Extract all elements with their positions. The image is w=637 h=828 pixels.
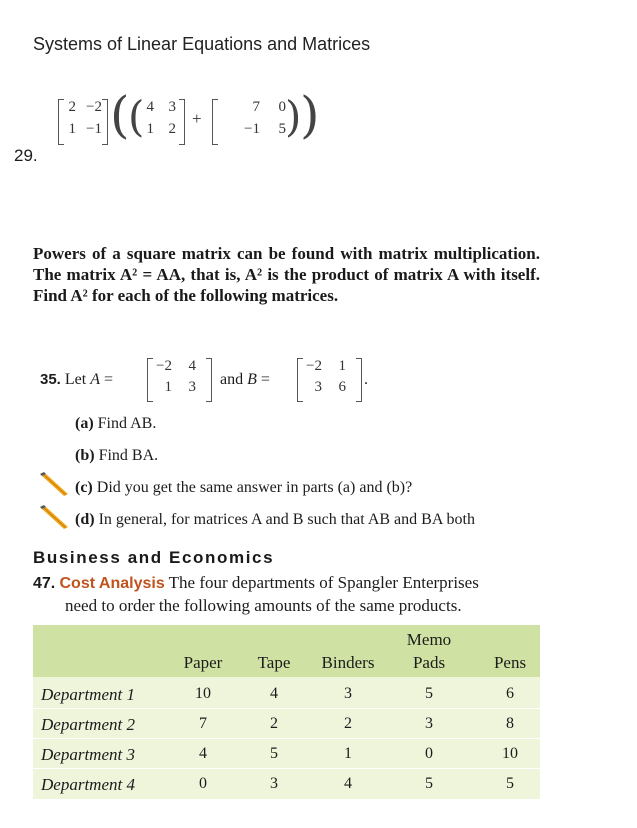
department-name: Department 1 [41, 685, 135, 704]
table-cell: 3 [270, 775, 278, 792]
table-cell: 2 [270, 715, 278, 732]
matrix-cell: 2 [168, 121, 176, 137]
matrix-cell: 4 [188, 358, 196, 374]
matrix-cell: −1 [244, 121, 260, 137]
matrix-a-label: A [90, 371, 100, 388]
problem-35-lead [40, 371, 113, 389]
header-pens: Pens [493, 653, 527, 672]
let-word: Let [64, 371, 87, 388]
table-cell: 6 [506, 685, 514, 702]
matrix-cell: 1 [68, 121, 76, 137]
part-a [75, 415, 156, 433]
part-label: (d) [75, 511, 95, 528]
table-cell: 3 [425, 715, 433, 732]
part-text: Did you get the same answer in parts (a) and (b)? [96, 479, 413, 496]
matrix-cell: −2 [156, 358, 172, 374]
orders-table [33, 625, 540, 799]
section-title: Business and Economics [33, 548, 275, 567]
header-binders: Binders [321, 653, 375, 672]
matrix-cell: −2 [306, 358, 322, 374]
matrix-cell: 3 [188, 379, 196, 395]
paren-right: ) [300, 86, 320, 144]
table-cell: 4 [199, 745, 207, 762]
period: . [364, 371, 368, 388]
header-pads: Pads [412, 653, 446, 672]
table-header [33, 625, 540, 677]
part-b [75, 447, 158, 465]
and-word: and [220, 371, 244, 388]
department-name: Department 2 [41, 715, 135, 734]
table-cell: 5 [425, 775, 433, 792]
part-c [75, 479, 412, 497]
problem-29-number: 29. [14, 146, 38, 165]
matrix-cell: 3 [168, 99, 176, 115]
paren-left-inner: ( [128, 92, 145, 141]
problem-47-number: 47. [33, 575, 56, 592]
part-label: (b) [75, 447, 95, 464]
part-label: (c) [75, 479, 93, 496]
table-cell: 5 [270, 745, 278, 762]
plus-operator: + [192, 109, 202, 128]
matrix-cell: 2 [68, 99, 76, 115]
problem-47-text-line2: need to order the following amounts of the same products. [65, 596, 462, 615]
table-cell: 10 [502, 745, 518, 762]
matrix-cell: 4 [146, 99, 154, 115]
matrix-cell: 1 [338, 358, 346, 374]
problem-47 [33, 572, 553, 617]
equals-sign: = [103, 371, 113, 388]
part-text: Find BA. [98, 447, 159, 464]
matrix-cell: 1 [164, 379, 172, 395]
matrix-cell: −1 [86, 121, 102, 137]
matrix-b-label: B [247, 371, 257, 388]
table-cell: 5 [506, 775, 514, 792]
department-name: Department 4 [41, 775, 135, 794]
problem-47-topic: Cost Analysis [59, 575, 165, 592]
problem-35-number: 35. [40, 371, 61, 388]
header-tape: Tape [257, 653, 291, 672]
pencil-icon [40, 505, 70, 531]
bracket-right [356, 358, 362, 402]
paren-left: ( [110, 86, 130, 144]
table-cell: 2 [344, 715, 352, 732]
page-header: Systems of Linear Equations and Matrices [33, 34, 371, 54]
matrix-cell: 7 [252, 99, 260, 115]
problem-47-text: The four departments of Spangler Enterprises [168, 573, 479, 592]
paren-right-inner: ) [285, 92, 302, 141]
header-memo: Memo [406, 630, 452, 649]
table-cell: 4 [344, 775, 352, 792]
table-cell: 8 [506, 715, 514, 732]
matrix-cell: 6 [338, 379, 346, 395]
header-paper: Paper [183, 653, 223, 672]
and-b-label [220, 371, 270, 389]
bracket-right [206, 358, 212, 402]
powers-paragraph: Powers of a square matrix can be found with matrix multiplication. The matrix A² = AA, that is, A² is the product of matrix A with itself. Find A² for each of the following matrices. [33, 244, 540, 305]
matrix-cell: −2 [86, 99, 102, 115]
table-cell: 10 [195, 685, 211, 702]
problem-47-line1 [33, 572, 553, 595]
matrix-cell: 5 [278, 121, 286, 137]
pencil-icon [40, 472, 70, 498]
department-name: Department 3 [41, 745, 135, 764]
bracket-left [212, 99, 218, 145]
table-cell: 1 [344, 745, 352, 762]
bracket-right [179, 99, 185, 145]
table-cell: 3 [344, 685, 352, 702]
part-text: In general, for matrices A and B such that AB and BA both [98, 511, 475, 528]
matrix-cell: 1 [146, 121, 154, 137]
part-d [75, 511, 475, 529]
table-cell: 7 [199, 715, 207, 732]
table-cell: 5 [425, 685, 433, 702]
bracket-right [102, 99, 108, 145]
part-text: Find AB. [97, 415, 157, 432]
equals-sign: = [260, 371, 270, 388]
matrix-cell: 0 [278, 99, 286, 115]
matrix-cell: 3 [314, 379, 322, 395]
part-label: (a) [75, 415, 94, 432]
table-cell: 0 [199, 775, 207, 792]
table-cell: 0 [425, 745, 433, 762]
table-cell: 4 [270, 685, 278, 702]
